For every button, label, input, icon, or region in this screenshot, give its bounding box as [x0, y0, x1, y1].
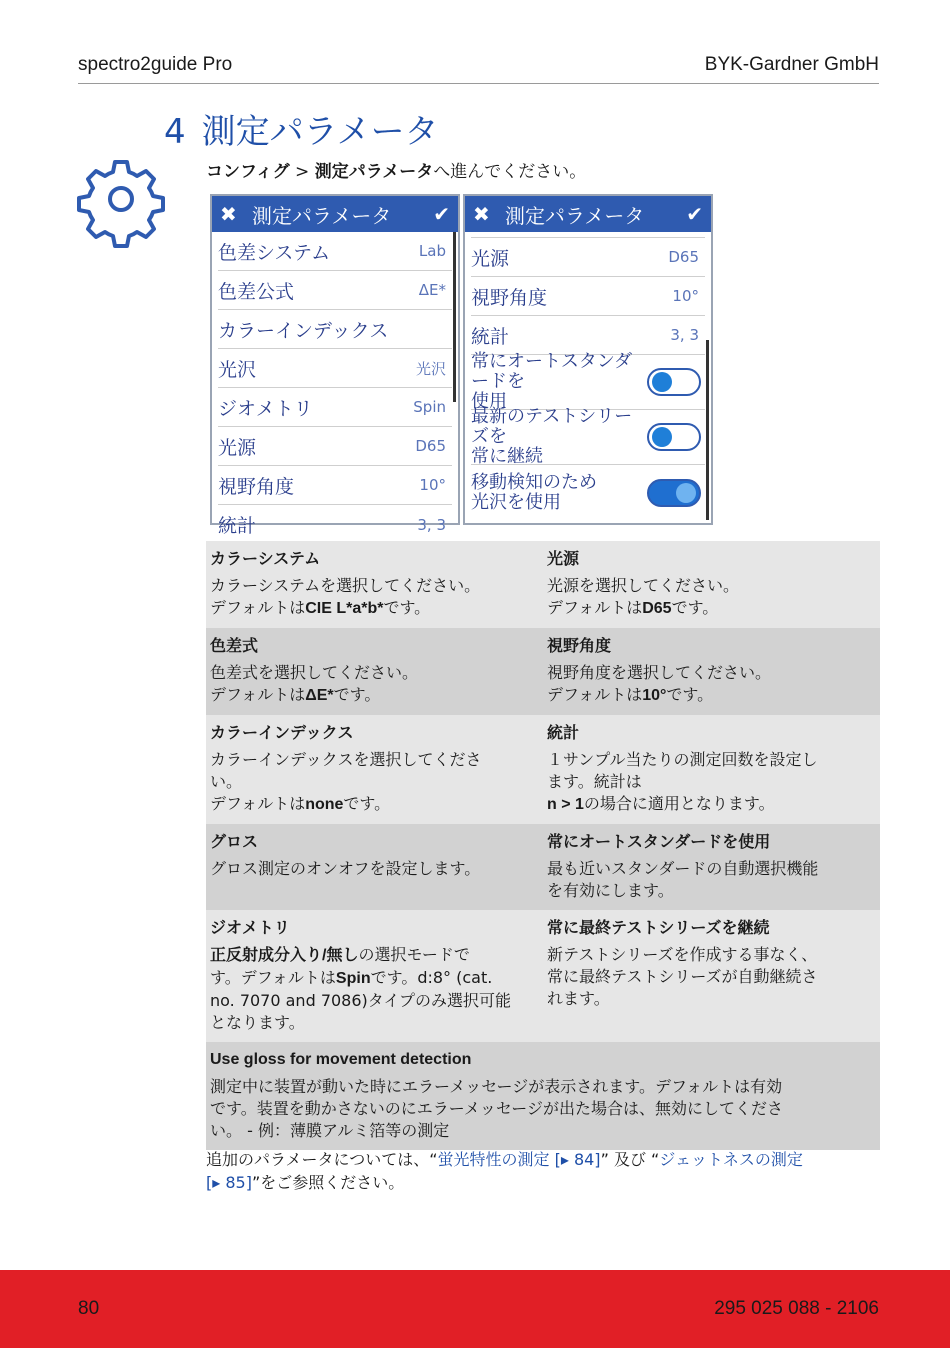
- screen-row-statistics[interactable]: [218, 505, 452, 544]
- intro-config: コンフィグ: [206, 162, 290, 182]
- device-screen-2: [463, 194, 713, 525]
- toggle-knob: [676, 483, 696, 503]
- row-label-line1: 常にオートスタンダードを: [471, 351, 633, 392]
- row-label: 光源: [218, 436, 257, 459]
- row-label: 光沢: [218, 358, 257, 381]
- screen-row-auto-standard: [471, 351, 705, 412]
- screen-header: [212, 196, 458, 232]
- intro-param: 測定パラメータ: [314, 162, 434, 182]
- row-label-line2: 光沢を使用: [471, 491, 561, 513]
- desc-line: となります。: [210, 1013, 305, 1032]
- param-gloss: [206, 824, 543, 910]
- parameter-table: [206, 541, 880, 1150]
- screen-row-illuminant[interactable]: [471, 238, 705, 277]
- table-row: [206, 715, 880, 824]
- param-title: 色差式: [210, 636, 259, 655]
- auto-standard-toggle[interactable]: [647, 368, 701, 396]
- row-value: 3, 3: [670, 326, 699, 344]
- desc-text: の選択モードで: [358, 945, 470, 964]
- param-title: Use gloss for movement detection: [210, 1051, 472, 1068]
- param-title: 常にオートスタンダードを使用: [547, 832, 771, 851]
- param-desc: [210, 573, 539, 624]
- row-value: 10°: [672, 287, 699, 305]
- desc-line: です。装置を動かさないのにエラーメッセージが出た場合は、無効にしてくださ: [210, 1099, 783, 1118]
- document-number: 295 025 088 - 2106: [714, 1298, 879, 1319]
- toggle-knob: [652, 427, 672, 447]
- row-label: ジオメトリ: [218, 397, 313, 420]
- row-label: [471, 352, 647, 412]
- intro-sep: >: [289, 162, 315, 182]
- chapter-number: 4: [164, 112, 186, 152]
- desc-text: デフォルトは: [210, 794, 306, 813]
- page-header: [78, 52, 879, 84]
- desc-line: 視野角度を選択してください。: [547, 663, 772, 682]
- row-value: Lab: [418, 242, 446, 260]
- desc-line: れます。: [547, 989, 610, 1008]
- param-title: カラーインデックス: [210, 723, 354, 742]
- desc-text: す。デフォルトは: [210, 968, 336, 987]
- intro-text: [206, 157, 586, 182]
- close-icon[interactable]: ✖: [473, 202, 490, 226]
- desc-text: です。d:8° (cat.: [370, 968, 493, 987]
- desc-line: no. 7070 and 7086)タイプのみ選択可能: [210, 991, 511, 1010]
- desc-line: 新テストシリーズを作成する事なく、: [547, 945, 818, 964]
- chapter-heading: 測定パラメータ: [201, 112, 439, 152]
- desc-line: １サンプル当たりの測定回数を設定し: [547, 750, 818, 769]
- desc-line: ます。統計は: [547, 772, 642, 791]
- screen-row-color-system[interactable]: [218, 232, 452, 271]
- desc-line: 常に最終テストシリーズが自動継続さ: [547, 967, 818, 986]
- desc-value: n > 1: [547, 796, 584, 813]
- desc-text: です。: [383, 598, 431, 617]
- row-label-line2: 常に継続: [471, 446, 543, 467]
- desc-text: デフォルトは: [547, 685, 643, 704]
- gear-icon: [80, 158, 162, 240]
- row-label: 視野角度: [218, 475, 295, 498]
- row-value: D65: [668, 248, 699, 266]
- link-jetness-page[interactable]: [▸ 85]: [206, 1173, 252, 1192]
- screen-row-gloss[interactable]: [218, 349, 452, 388]
- table-row: [206, 628, 880, 715]
- desc-value: D65: [642, 600, 672, 617]
- row-value: 光沢: [415, 359, 446, 378]
- param-statistics: [543, 715, 880, 824]
- screen-row-illuminant[interactable]: [218, 427, 452, 466]
- check-icon[interactable]: ✔: [686, 202, 703, 226]
- row-label: 色差システム: [218, 241, 331, 264]
- desc-value: ΔE*: [305, 687, 334, 704]
- row-label: [471, 407, 647, 467]
- desc-line: カラーインデックスを選択してくださ: [210, 750, 482, 769]
- screen-row-color-index[interactable]: [218, 310, 452, 349]
- scrollbar[interactable]: [453, 232, 456, 402]
- scrollbar[interactable]: [706, 340, 709, 520]
- param-color-system: [206, 541, 543, 628]
- product-name: spectro2guide Pro: [78, 54, 233, 75]
- footnote-text: ”をご参照ください。: [251, 1173, 405, 1192]
- param-title: 常に最終テストシリーズを継続: [547, 918, 770, 937]
- screen-row-last-series: [471, 406, 705, 467]
- link-fluorescence[interactable]: 蛍光特性の測定 [▸ 84]: [437, 1150, 601, 1169]
- param-desc: [547, 660, 876, 711]
- param-illuminant: [543, 541, 880, 628]
- desc-line: 測定中に装置が動いた時にエラーメッセージが表示されます。デフォルトは有効: [210, 1077, 783, 1096]
- close-icon[interactable]: ✖: [220, 202, 237, 226]
- param-color-index: [206, 715, 543, 824]
- screen-row-statistics[interactable]: [471, 316, 705, 355]
- link-jetness[interactable]: ジェットネスの測定: [659, 1150, 803, 1169]
- row-label-line2: 使用: [471, 391, 507, 412]
- row-label: 色差公式: [218, 280, 295, 303]
- row-label: カラーインデックス: [218, 319, 389, 342]
- desc-text: です。: [343, 794, 391, 813]
- row-label: 視野角度: [471, 286, 548, 309]
- param-desc: [210, 942, 539, 1038]
- desc-value: 10°: [642, 687, 667, 704]
- desc-text: デフォルトは: [210, 598, 306, 617]
- row-label: 光源: [471, 247, 510, 270]
- desc-text: です。: [666, 685, 714, 704]
- param-title: 光源: [547, 549, 580, 568]
- param-desc: [547, 573, 876, 624]
- table-row: [206, 541, 880, 628]
- param-title: ジオメトリ: [210, 918, 290, 937]
- screen-title: 測定パラメータ: [252, 203, 392, 228]
- screen-row-observer[interactable]: [471, 277, 705, 316]
- gloss-movement-toggle[interactable]: [647, 479, 701, 507]
- desc-line: い。 - 例：薄膜アルミ箔等の測定: [210, 1121, 450, 1140]
- row-value: Spin: [413, 398, 446, 416]
- param-title: 視野角度: [547, 636, 612, 655]
- param-geometry: [206, 910, 543, 1042]
- param-desc: [547, 856, 876, 906]
- chapter-title: [164, 104, 439, 153]
- table-row: [206, 910, 880, 1042]
- param-observer: [543, 628, 880, 715]
- param-title: グロス: [210, 832, 259, 851]
- param-desc: [547, 747, 876, 820]
- screen-row-observer[interactable]: [218, 466, 452, 505]
- desc-text: です。: [333, 685, 381, 704]
- desc-line: 最も近いスタンダードの自動選択機能: [547, 859, 819, 878]
- screen-list: [465, 232, 711, 520]
- row-value: 10°: [419, 476, 446, 494]
- desc-line: 光源を選択してください。: [547, 576, 740, 595]
- desc-text: デフォルトは: [547, 598, 643, 617]
- screen-list: [212, 232, 458, 544]
- table-row: [206, 1042, 880, 1150]
- screen-row-color-formula[interactable]: [218, 271, 452, 310]
- row-label-line1: 移動検知のため: [471, 471, 597, 493]
- footnote-text: 追加のパラメータについては、“: [206, 1150, 438, 1169]
- param-gloss-movement: [206, 1042, 880, 1150]
- desc-value: 正反射成分入り/無し: [210, 947, 359, 964]
- param-desc: [210, 856, 539, 884]
- screen-title: 測定パラメータ: [505, 203, 645, 228]
- row-label-line1: 最新のテストシリーズを: [471, 406, 633, 447]
- table-row: [206, 824, 880, 910]
- param-desc: [210, 747, 539, 820]
- screen-row-gloss-movement: [471, 465, 705, 520]
- screen-header: [465, 196, 711, 232]
- device-screen-1: [210, 194, 460, 537]
- footnote: [206, 1148, 880, 1194]
- last-series-toggle[interactable]: [647, 423, 701, 451]
- desc-line: い。: [210, 772, 243, 791]
- row-label: 統計: [471, 325, 510, 348]
- desc-text: の場合に適用となります。: [583, 794, 775, 813]
- param-desc: [210, 660, 539, 711]
- screen-row-geometry[interactable]: [218, 388, 452, 427]
- page-footer: [0, 1270, 950, 1348]
- desc-line: を有効にします。: [547, 881, 674, 900]
- desc-line: 色差式を選択してください。: [210, 663, 419, 682]
- company-name: BYK-Gardner GmbH: [704, 54, 879, 75]
- row-value: ΔE*: [418, 281, 446, 299]
- param-desc: [210, 1074, 876, 1146]
- row-label: 統計: [218, 515, 257, 537]
- param-desc: [547, 942, 876, 1014]
- row-label: [471, 473, 597, 513]
- page-number: 80: [78, 1298, 100, 1319]
- toggle-knob: [652, 372, 672, 392]
- row-value: 3, 3: [417, 515, 446, 534]
- desc-value: CIE L*a*b*: [305, 600, 384, 617]
- desc-text: デフォルトは: [210, 685, 306, 704]
- desc-text: です。: [671, 598, 719, 617]
- param-title: 統計: [547, 723, 580, 742]
- intro-rest: へ進んでください。: [433, 162, 587, 182]
- param-last-series: [543, 910, 880, 1042]
- param-auto-standard: [543, 824, 880, 910]
- desc-value: Spin: [335, 970, 371, 987]
- desc-value: none: [305, 796, 344, 813]
- desc-line: カラーシステムを選択してください。: [210, 576, 481, 595]
- footnote-text: ” 及び “: [600, 1150, 660, 1169]
- param-color-difference: [206, 628, 543, 715]
- check-icon[interactable]: ✔: [433, 202, 450, 226]
- desc-line: グロス測定のオンオフを設定します。: [210, 859, 481, 878]
- param-title: カラーシステム: [210, 549, 321, 568]
- row-value: D65: [415, 437, 446, 455]
